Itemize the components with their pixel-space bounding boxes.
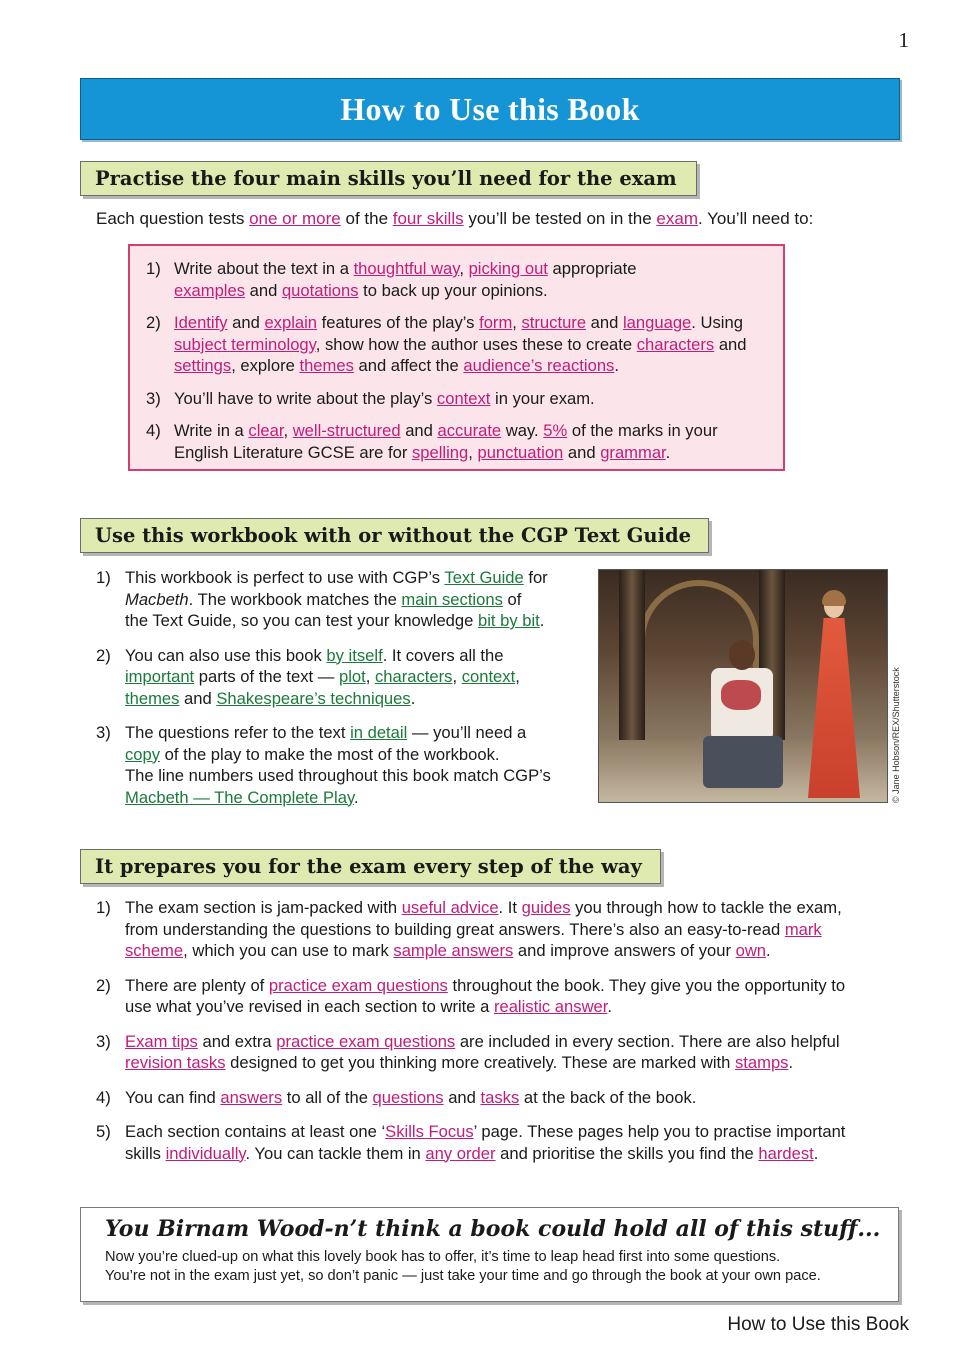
keyword-link[interactable]: audience’s reactions	[463, 356, 615, 375]
keyword-link[interactable]: tasks	[480, 1087, 520, 1107]
keyword-link[interactable]: copy	[125, 744, 161, 764]
list-item-number: 3)	[96, 723, 111, 742]
keyword-link[interactable]: language	[622, 313, 692, 332]
keyword-link[interactable]: Identify	[174, 313, 228, 332]
text-run: of the marks in your	[567, 421, 718, 440]
italic-text: Macbeth	[125, 589, 189, 609]
keyword-link[interactable]: explain	[264, 313, 318, 332]
section-heading-text: Practise the four main skills you’ll need for the exam	[95, 167, 677, 190]
photo-actor-kneeling	[699, 640, 789, 800]
keyword-link[interactable]: quotations	[281, 280, 359, 300]
keyword-link[interactable]: Macbeth — The Complete Play	[125, 787, 355, 807]
text-run: The line numbers used throughout this book match CGP’s	[125, 766, 551, 785]
keyword-link[interactable]: accurate	[437, 421, 502, 440]
text-run: , which you can use to mark	[183, 941, 394, 960]
list-item-number: 4)	[146, 421, 161, 440]
text-run: — you’ll need a	[407, 723, 527, 742]
text-run: and affect the	[353, 356, 464, 375]
text-run: from understanding the questions to building great answers. There’s also an easy-to-read	[125, 919, 785, 939]
exam-list	[96, 897, 896, 1177]
text-run: Write in a	[174, 421, 249, 440]
keyword-link[interactable]: revision tasks	[125, 1053, 226, 1072]
text-run: . The workbook matches the	[188, 589, 402, 609]
keyword-link[interactable]: structure	[521, 313, 587, 332]
text-run: you through how to tackle the exam,	[570, 898, 842, 917]
keyword-link[interactable]: one or more	[249, 209, 341, 228]
text-run: appropriate	[547, 259, 637, 278]
list-item	[146, 312, 769, 377]
section-intro	[96, 208, 813, 229]
keyword-link[interactable]: practice exam questions	[276, 1031, 456, 1051]
keyword-link[interactable]: four skills	[392, 209, 464, 228]
keyword-link[interactable]: useful advice	[401, 898, 499, 917]
text-run: .	[607, 997, 613, 1016]
list-item	[146, 258, 769, 301]
list-item	[96, 897, 896, 962]
page-title: How to Use this Book	[340, 90, 640, 127]
keyword-link[interactable]: 5%	[543, 421, 568, 440]
keyword-link[interactable]: any order	[425, 1143, 496, 1163]
text-run: designed to get you thinking more creatively. These are marked with	[225, 1053, 735, 1072]
list-item-text	[125, 722, 576, 808]
keyword-link[interactable]: Shakespeare’s techniques	[216, 688, 411, 708]
text-run: and improve answers of your	[513, 941, 736, 960]
text-run: in your exam.	[490, 388, 595, 408]
keyword-link[interactable]: by itself	[326, 645, 383, 665]
text-run: of the play to make the most of the workbook.	[160, 744, 500, 764]
list-item-number: 1)	[96, 898, 111, 917]
text-run: parts of the text —	[194, 667, 339, 686]
keyword-link[interactable]: answers	[220, 1087, 283, 1107]
list-item-number: 3)	[96, 1031, 111, 1051]
keyword-link[interactable]: hardest	[758, 1143, 814, 1163]
text-run: .	[614, 356, 619, 375]
text-run: English Literature GCSE are for	[174, 442, 412, 462]
text-run: There are plenty of	[125, 975, 269, 995]
list-item-text	[174, 312, 769, 377]
keyword-link[interactable]: Skills Focus	[385, 1122, 474, 1141]
section-heading-text: It prepares you for the exam every step of the way	[95, 855, 642, 878]
summary-line: Now you’re clued-up on what this lovely book has to offer, it’s time to leap head first into some questions.	[105, 1249, 781, 1265]
keyword-link[interactable]: scheme	[125, 941, 184, 960]
text-run: and	[227, 313, 265, 332]
text-run: ’ page. These pages help you to practise important	[473, 1122, 846, 1141]
list-item	[96, 567, 576, 632]
keyword-link[interactable]: sample answers	[393, 941, 514, 960]
text-run: and	[443, 1087, 481, 1107]
keyword-link[interactable]: bit by bit	[477, 611, 540, 630]
keyword-link[interactable]: picking out	[468, 259, 548, 278]
skills-box	[128, 244, 785, 471]
keyword-link[interactable]: own	[735, 941, 767, 960]
text-run: .	[788, 1053, 794, 1072]
keyword-link[interactable]: main sections	[401, 589, 503, 609]
text-run: skills	[125, 1143, 166, 1163]
text-run: of the	[340, 209, 393, 228]
text-run: The exam section is jam-packed with	[125, 898, 402, 917]
text-run: You’ll have to write about the play’s	[174, 388, 437, 408]
text-run: ,	[515, 667, 520, 686]
list-item-text	[174, 388, 769, 410]
keyword-link[interactable]: form	[479, 313, 513, 332]
section-heading-exam	[80, 849, 661, 884]
keyword-link[interactable]: realistic answer	[493, 997, 608, 1016]
list-item	[146, 388, 769, 410]
summary-line: You’re not in the exam just yet, so don’t panic — just take your time and go through the book at your own pace.	[105, 1268, 821, 1284]
text-run: for	[523, 568, 548, 587]
text-run: of	[502, 589, 522, 609]
section-heading-text-guide	[80, 518, 709, 553]
list-item-number: 4)	[96, 1087, 111, 1107]
text-run: . It	[498, 898, 522, 917]
text-run: and	[400, 421, 438, 440]
keyword-link[interactable]: stamps	[734, 1053, 789, 1072]
list-item-number: 3)	[146, 388, 161, 408]
text-run: way.	[501, 421, 544, 440]
text-run: You can find	[125, 1087, 221, 1107]
list-item-number: 5)	[96, 1122, 111, 1141]
keyword-link[interactable]: mark	[784, 919, 822, 939]
text-run: . Using	[691, 313, 743, 332]
section-heading-text: Use this workbook with or without the CGP Text Guide	[95, 524, 692, 547]
text-run: ,	[468, 442, 478, 462]
running-footer: How to Use this Book	[727, 1314, 909, 1335]
list-item	[96, 1121, 896, 1164]
keyword-link[interactable]: exam	[656, 209, 698, 228]
text-run: ,	[459, 259, 469, 278]
list-item	[96, 1031, 896, 1074]
text-run: to back up your opinions.	[358, 280, 548, 300]
text-run: The questions refer to the text	[125, 723, 351, 742]
text-run: , show how the author uses these to create	[315, 334, 637, 354]
text-run: and	[563, 442, 601, 462]
keyword-link[interactable]: well-structured	[292, 421, 401, 440]
text-run: ,	[283, 421, 293, 440]
list-item-text	[125, 1087, 896, 1109]
text-run: at the back of the book.	[519, 1087, 697, 1107]
text-run: Each question tests	[96, 209, 250, 228]
text-run: and	[245, 280, 282, 300]
text-run: . It covers all the	[382, 645, 504, 665]
text-run: and prioritise the skills you find the	[495, 1143, 759, 1163]
text-run: are included in every section. There are also helpful	[455, 1031, 840, 1051]
text-run: throughout the book. They give you the opportunity to	[447, 975, 846, 995]
text-run: ,	[365, 667, 375, 686]
keyword-link[interactable]: guides	[521, 898, 571, 917]
keyword-link[interactable]: subject terminology	[174, 334, 316, 354]
list-item-number: 1)	[96, 568, 111, 587]
list-item	[96, 1087, 896, 1109]
text-run: You can also use this book	[125, 645, 327, 665]
keyword-link[interactable]: characters	[374, 667, 453, 686]
keyword-link[interactable]: individually	[165, 1143, 246, 1163]
keyword-link[interactable]: spelling	[411, 442, 469, 462]
keyword-link[interactable]: punctuation	[477, 442, 564, 462]
keyword-link[interactable]: in detail	[350, 723, 408, 742]
text-run: .	[813, 1143, 819, 1163]
list-item-text	[174, 420, 769, 463]
text-run: .	[410, 688, 416, 708]
text-run: you’ll be tested on in the	[463, 209, 657, 228]
keyword-link[interactable]: grammar	[600, 442, 666, 462]
section-heading-skills	[80, 161, 697, 196]
text-run: Write about the text in a	[174, 259, 354, 278]
keyword-link[interactable]: Text Guide	[444, 568, 524, 587]
text-run: features of the play’s	[317, 313, 480, 332]
keyword-link[interactable]: context	[461, 667, 516, 686]
list-item-number: 2)	[146, 313, 161, 332]
text-run: .	[539, 611, 545, 630]
text-run: the Text Guide, so you can test your knowledge	[125, 611, 478, 630]
list-item	[96, 722, 576, 808]
list-item-text	[125, 975, 896, 1018]
list-item	[96, 645, 576, 710]
text-run: .	[766, 941, 771, 960]
list-item-text	[125, 567, 576, 632]
keyword-link[interactable]: settings	[174, 356, 232, 375]
text-run: and	[714, 334, 747, 354]
list-item-number: 2)	[96, 645, 111, 665]
photo-pillar	[619, 570, 645, 745]
text-guide-list	[96, 567, 576, 821]
keyword-link[interactable]: practice exam questions	[268, 975, 448, 995]
text-run: Each section contains at least one ‘	[125, 1122, 386, 1141]
keyword-link[interactable]: plot	[338, 667, 366, 686]
list-item	[146, 420, 769, 463]
keyword-link[interactable]: themes	[125, 688, 180, 708]
keyword-link[interactable]: examples	[174, 280, 246, 300]
text-run: and	[179, 688, 217, 708]
list-item-text	[125, 645, 576, 710]
list-item-text	[125, 1031, 896, 1074]
text-run: and extra	[197, 1031, 277, 1051]
text-run: . You can tackle them in	[245, 1143, 426, 1163]
text-run: use what you’ve revised in each section to write a	[125, 997, 494, 1016]
keyword-link[interactable]: questions	[372, 1087, 444, 1107]
text-run: ,	[512, 313, 522, 332]
keyword-link[interactable]: context	[436, 388, 491, 408]
list-item-text	[125, 1121, 896, 1164]
text-run: .	[665, 442, 671, 462]
text-run: . You’ll need to:	[697, 209, 814, 228]
text-run: to all of the	[282, 1087, 373, 1107]
keyword-link[interactable]: characters	[636, 334, 715, 354]
summary-heading: You Birnam Wood-n’t think a book could hold all of this stuff...	[105, 1216, 881, 1242]
text-run: .	[354, 787, 359, 807]
text-run: and	[586, 313, 623, 332]
summary-box	[80, 1207, 899, 1302]
text-run: , explore	[231, 356, 300, 375]
macbeth-stage-photo	[598, 569, 888, 803]
keyword-link[interactable]: important	[125, 667, 195, 686]
list-item	[96, 975, 896, 1018]
photo-actor-standing	[804, 590, 864, 795]
keyword-link[interactable]: thoughtful way	[353, 259, 460, 278]
keyword-link[interactable]: Exam tips	[125, 1031, 198, 1051]
list-item-number: 2)	[96, 975, 111, 995]
photo-credit: © Jane Hobson/REX/Shutterstock	[891, 667, 901, 803]
keyword-link[interactable]: clear	[248, 421, 284, 440]
list-item-text	[174, 258, 769, 301]
title-banner	[80, 78, 900, 140]
list-item-number: 1)	[146, 259, 161, 278]
list-item-text	[125, 897, 896, 962]
keyword-link[interactable]: themes	[299, 356, 354, 375]
text-run: ,	[452, 667, 462, 686]
text-run: This workbook is perfect to use with CGP’s	[125, 568, 445, 587]
page-number: 1	[898, 28, 909, 52]
